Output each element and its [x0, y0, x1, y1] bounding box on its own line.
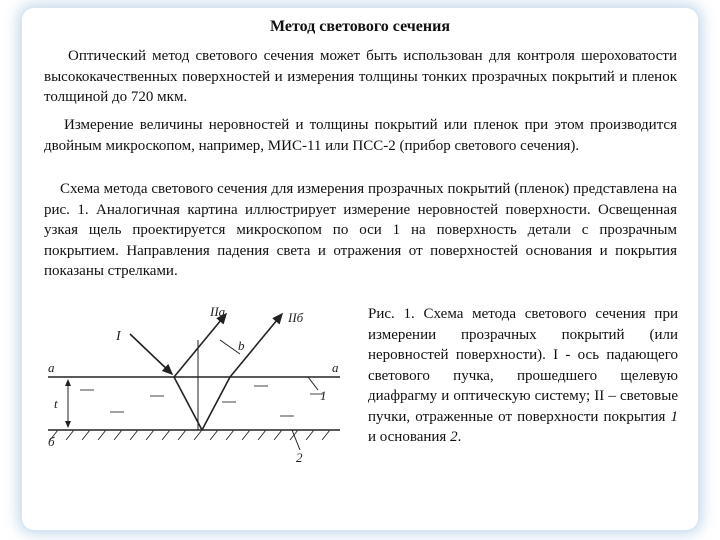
label-beam-in: I	[116, 329, 121, 344]
paragraph-1: Оптический метод светового сечения может быть использован для контроля шероховатости высококачественных поверхностей и измерения толщины тонких прозрачных покрытий и пленок толщиной до 720 мкм.	[44, 48, 677, 105]
caption-text: Рис. 1. Схема метода светового сечения при измерении прозрачных покрытий (или неровностей поверхности). I - ось падающего светового пучка, прошедшего щелевую диафрагму и оптическую систему; II – световые пучки, отраженные от поверхности покрытия	[368, 306, 678, 425]
label-beam-b: IIб	[288, 310, 304, 325]
caption-end: .	[457, 429, 462, 445]
paragraph-3: Схема метода светового сечения для измерения прозрачных покрытий (пленок) представлена на рис. 1. Аналогичная картина иллюстрирует измерение неровностей поверхности. Освещенная узкая щель проектируется микроскопом по оси 1 на поверхность детали с прозрачным покрытием. Направления падения света и отражения от поверхностей основания и покрытия показаны стрелками.	[44, 181, 677, 279]
refracted-beam-up	[202, 377, 230, 430]
paragraph-2: Измерение величины неровностей и толщины покрытий или пленок при этом производится двойным микроскопом, например, МИС-11 или ПСС-2 (прибор светового сечения).	[44, 117, 677, 154]
reflected-beam-a	[174, 314, 226, 377]
label-thickness: t	[54, 396, 58, 411]
caption-num-2: 2	[450, 429, 458, 445]
label-b-angle: b	[238, 338, 245, 353]
label-right-a: а	[332, 360, 339, 375]
caption-num-1: 1	[670, 408, 678, 425]
label-left-b: б	[48, 434, 55, 449]
label-surface-2: 2	[296, 450, 303, 465]
b-dimension-line	[220, 340, 240, 354]
label-left-a: а	[48, 360, 55, 375]
leader-1	[308, 377, 318, 390]
label-surface-1: 1	[320, 388, 327, 403]
page-title: Метод светового сечения	[270, 18, 450, 35]
label-beam-a: IIа	[210, 304, 226, 319]
incident-beam	[130, 334, 172, 374]
base-hatching	[50, 430, 330, 440]
light-section-diagram	[40, 300, 360, 465]
caption-mid: и основания	[368, 429, 451, 445]
coating-marks	[80, 386, 324, 416]
figure-caption	[368, 304, 678, 448]
